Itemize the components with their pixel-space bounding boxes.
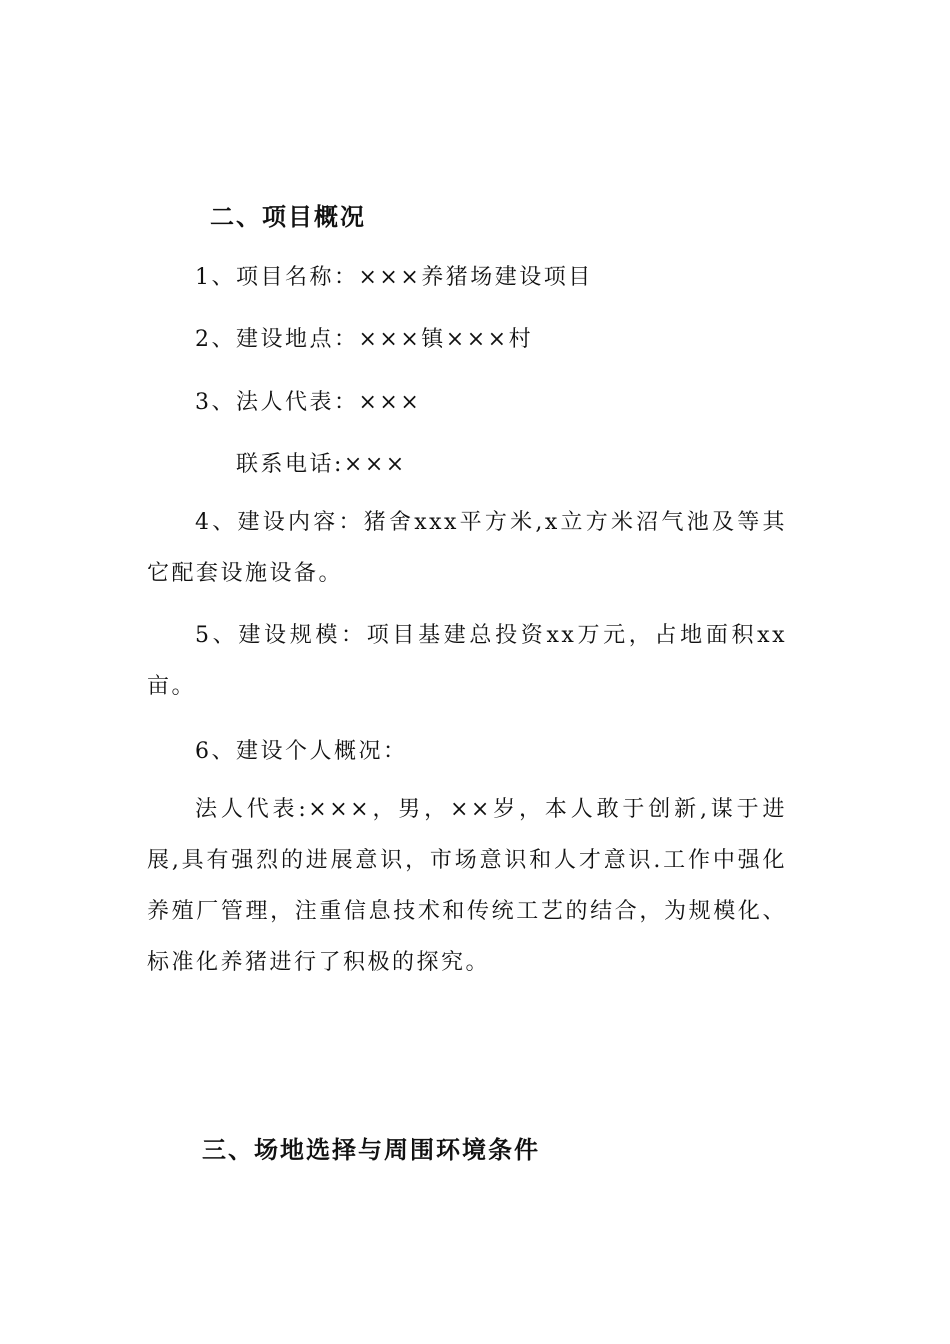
construction-content-paragraph: 4、建设内容：猪舍xxx平方米,x立方米沼气池及等其它配套设施设备。 (147, 510, 787, 586)
contact-phone-line: 联系电话:××× (236, 452, 407, 477)
section-heading-site: 三、场地选择与周围环境条件 (202, 1135, 540, 1164)
personal-overview-paragraph: 法人代表:×××，男，××岁，本人敢于创新,谋于进展,具有强烈的进展意识，市场意识和人才意识.工作中强化养殖厂管理，注重信息技术和传统工艺的结合，为规模化、标准化养猪进行了积极的探究。 (147, 797, 787, 975)
legal-representative-line: 3、法人代表：××× (195, 390, 422, 415)
project-name-line: 1、项目名称：×××养猪场建设项目 (195, 265, 593, 290)
personal-overview-heading: 6、建设个人概况： (195, 739, 408, 764)
section-heading-overview: 二、项目概况 (210, 202, 366, 231)
location-line: 2、建设地点：×××镇×××村 (195, 327, 534, 352)
construction-scale-paragraph: 5、建设规模：项目基建总投资xx万元，占地面积xx亩。 (147, 623, 787, 699)
